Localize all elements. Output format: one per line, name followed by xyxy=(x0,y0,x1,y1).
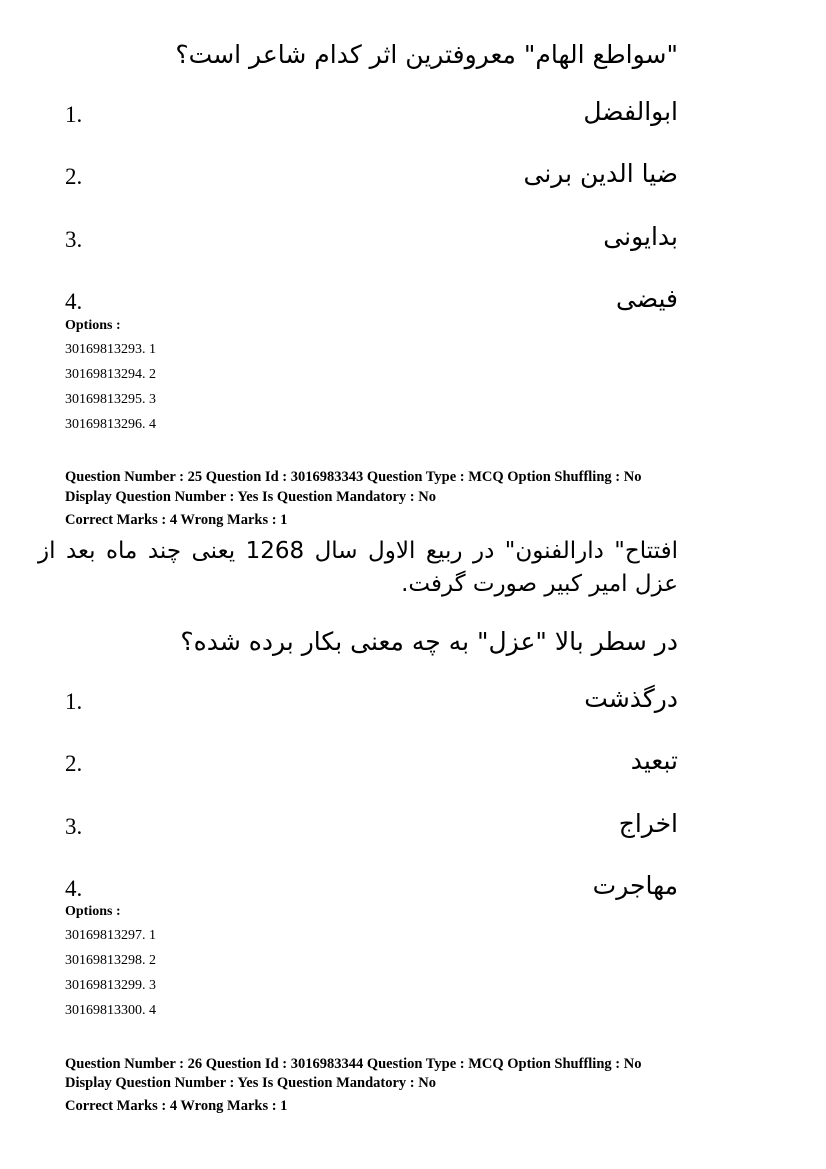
option-number: 4. xyxy=(65,876,83,901)
question-meta: Display Question Number : Yes Is Question Mandatory : No xyxy=(65,1075,436,1091)
option-text: ضیا الدین برنی xyxy=(523,159,678,188)
option-text: فیضی xyxy=(615,284,678,313)
options-label: Options : xyxy=(65,904,121,919)
option-number: 3. xyxy=(65,814,83,839)
option-id: 30169813296. 4 xyxy=(65,417,156,432)
option-id: 30169813294. 2 xyxy=(65,367,156,382)
question-meta: Display Question Number : Yes Is Question Mandatory : No xyxy=(65,489,436,505)
option-number: 1. xyxy=(65,689,83,714)
question-meta: Question Number : 25 Question Id : 3016983343 Question Type : MCQ Option Shuffling : No xyxy=(65,469,642,485)
option-text: درگذشت xyxy=(584,684,678,713)
option-number: 3. xyxy=(65,227,83,252)
option-id: 30169813298. 2 xyxy=(65,953,156,968)
option-text: مهاجرت xyxy=(592,871,678,900)
question-meta: Question Number : 26 Question Id : 3016983344 Question Type : MCQ Option Shuffling : No xyxy=(65,1056,642,1072)
question-text: "سواطع الهام" معروفترین اثر کدام شاعر است؟ xyxy=(175,40,678,69)
option-text: ابوالفضل xyxy=(583,97,678,126)
option-id: 30169813295. 3 xyxy=(65,392,156,407)
passage-text: افتتاح" دارالفنون" در ربیع الاول سال 1268 یعنی چند ماه بعد از عزل امیر کبیر صورت گرفت. xyxy=(38,538,678,597)
option-id: 30169813297. 1 xyxy=(65,928,156,943)
option-text: تبعید xyxy=(630,746,678,775)
question-meta: Correct Marks : 4 Wrong Marks : 1 xyxy=(65,512,288,528)
question-text: در سطر بالا "عزل" به چه معنی بکار برده شده؟ xyxy=(180,627,678,656)
option-number: 2. xyxy=(65,751,83,776)
option-id: 30169813300. 4 xyxy=(65,1003,156,1018)
option-number: 2. xyxy=(65,164,83,189)
question-meta: Correct Marks : 4 Wrong Marks : 1 xyxy=(65,1098,288,1114)
option-text: بدایونی xyxy=(603,222,678,251)
option-id: 30169813299. 3 xyxy=(65,978,156,993)
options-label: Options : xyxy=(65,318,121,333)
option-text: اخراج xyxy=(618,809,678,838)
option-number: 1. xyxy=(65,102,83,127)
option-id: 30169813293. 1 xyxy=(65,342,156,357)
option-number: 4. xyxy=(65,289,83,314)
